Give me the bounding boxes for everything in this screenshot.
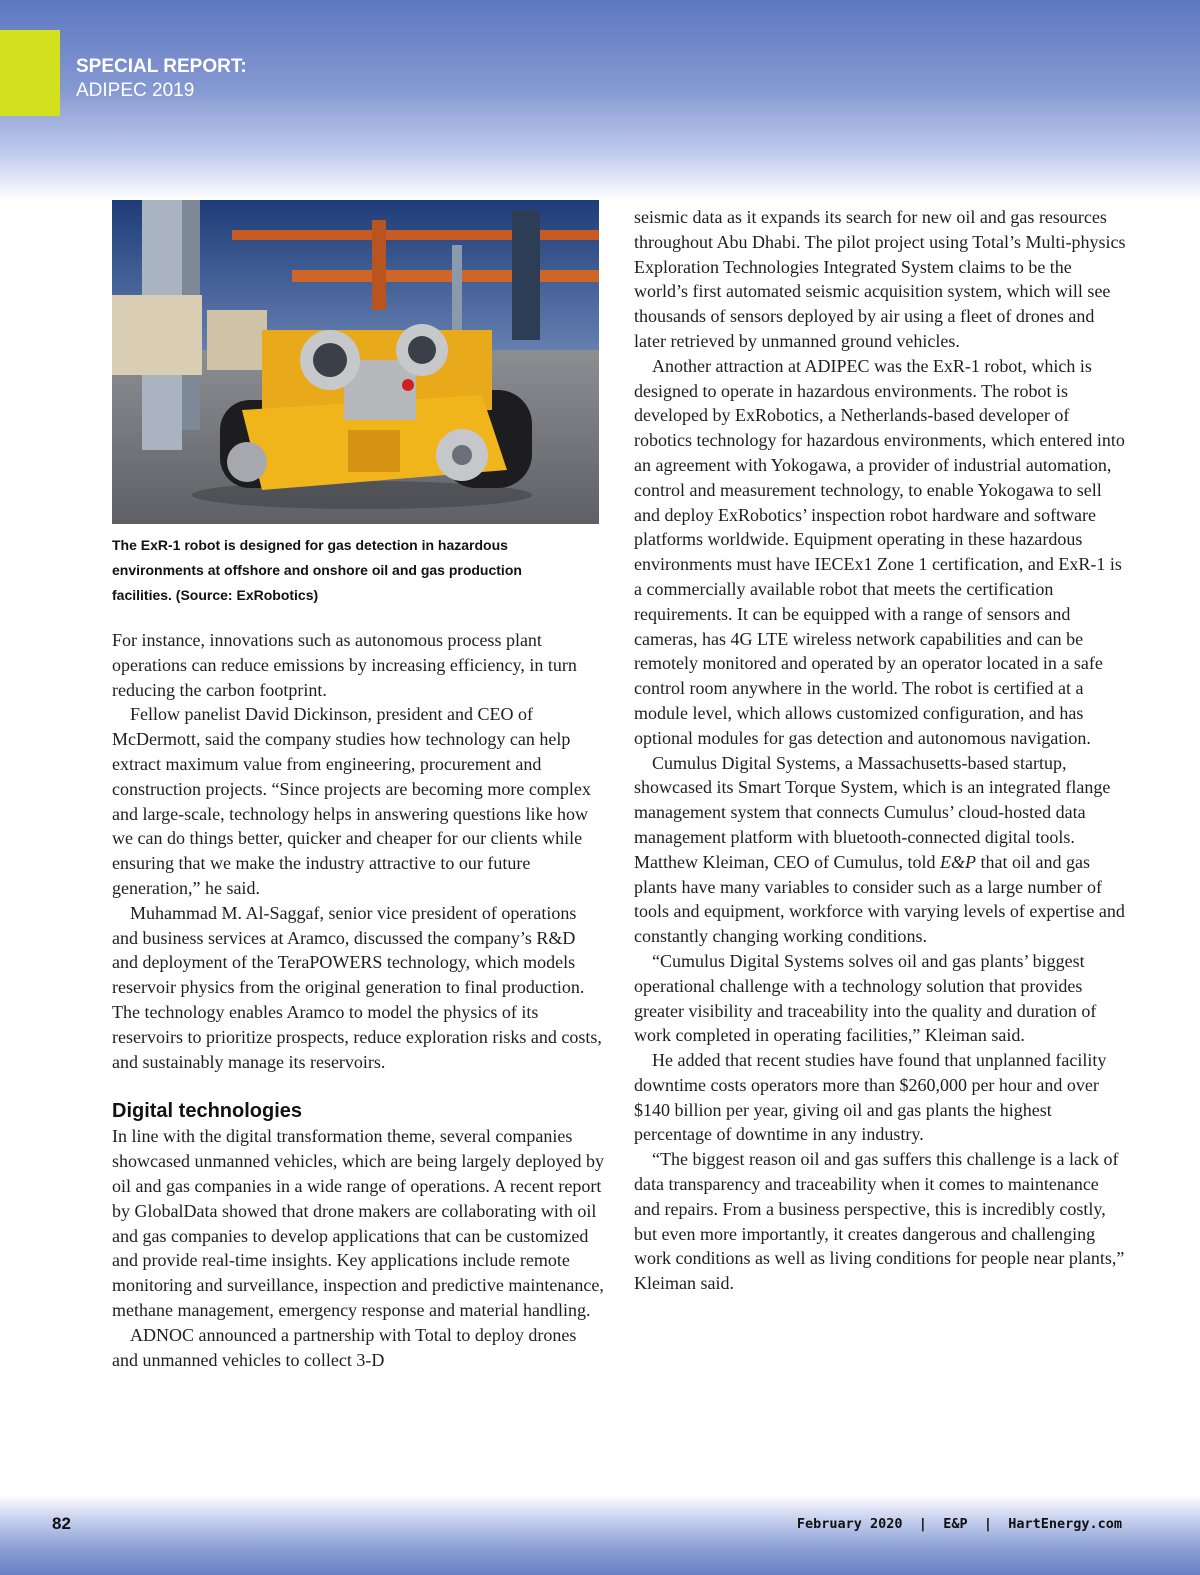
special-report-label: SPECIAL REPORT: — [76, 56, 247, 77]
spacer — [112, 1074, 604, 1098]
text-run: that oil and gas plants have many variables to consider such as a large number of tools and equipment, workforce with varying levels of expertise and constantly changing working conditions. — [634, 851, 1125, 947]
paragraph: He added that recent studies have found that unplanned facility downtime costs operators more than $260,000 per hour and over $140 billion per year, giving oil and gas plants the highest percentage of downtime in any industry. — [634, 1050, 1107, 1145]
paragraph: In line with the digital transformation theme, several companies showcased unmanned vehicles, which are being largely deployed by oil and gas companies in a wide range of operations. A recent report by GlobalData showed that drone makers are collaborating with oil and gas companies to develop applications that can be customized and provide real-time insights. Key applications include remote monitoring and surveillance, inspection and predictive maintenance, methane management, emergency response and material handling. — [112, 1126, 605, 1320]
page-number: 82 — [52, 1514, 71, 1533]
footer-issue-info: February 2020 | E&P | HartEnergy.com — [796, 1516, 1122, 1532]
robot-photo-illustration — [112, 200, 599, 524]
section-accent-block — [0, 30, 60, 116]
paragraph: Muhammad M. Al-Saggaf, senior vice president of operations and business services at Aramco, discussed the company’s R&D and deployment of the TeraPOWERS technology, which models reservoir physics from the original generation to final production. The technology enables Aramco to model the physics of its reservoirs to prioritize prospects, reduce exploration risks and costs, and sustainably manage its reservoirs. — [112, 902, 602, 1072]
robot-photo — [112, 200, 599, 524]
paragraph: “The biggest reason oil and gas suffers this challenge is a lack of data transparency and traceability when it comes to maintenance and repairs. From a business perspective, this is incredibly costly, but even more importantly, it creates dangerous and challenging work conditions as well as living conditions for people near plants,” Kleiman said. — [634, 1149, 1125, 1294]
caption-line: The ExR-1 robot is designed for gas detection in hazardous — [112, 537, 508, 553]
caption-line: facilities. (Source: ExRobotics) — [112, 586, 319, 603]
footer-gradient-band — [0, 1495, 1200, 1575]
paragraph: ADNOC announced a partnership with Total to deploy drones and unmanned vehicles to collect 3-D — [112, 1324, 577, 1370]
photo-caption — [112, 533, 602, 607]
paragraph: seismic data as it expands its search for new oil and gas resources throughout Abu Dhabi. The pilot project using Total’s Multi-physics Exploration Technologies Integrated System claims to be the world’s first automated seismic acquisition system, which will see thousands of sensors deployed by air using a fleet of drones and later retrieved by unmanned ground vehicles. — [634, 207, 1126, 351]
text-run: Cumulus Digital Systems, a Massachusetts-based startup, showcased its Smart Torque System, which is an integrated flange management system that connects Cumulus’ cloud-hosted data management platform with bluetooth-connected digital tools. Matthew Kleiman, CEO of Cumulus, told — [634, 752, 1111, 872]
left-column — [112, 628, 604, 1372]
paragraph: Another attraction at ADIPEC was the ExR-1 robot, which is designed to operate in hazardous environments. The robot is developed by ExRobotics, a Netherlands-based developer of robotics technology for hazardous environments, which entered into an agreement with Yokogawa, a provider of industrial automation, control and measurement technology, to enable Yokogawa to sell and deploy ExRobotics’ inspection robot hardware and software platforms worldwide. Equipment operating in these hazardous environments must have IECEx1 Zone 1 certification, and ExR-1 is a commercially available robot that meets the certification requirements. It can be equipped with a range of sensors and cameras, has 4G LTE wireless network capabilities and can be remotely monitored and operated by an operator located in a safe control room anywhere in the world. The robot is certified at a module level, which allows customized configuration, and has optional modules for gas detection and autonomous navigation. — [634, 355, 1125, 748]
right-column — [634, 205, 1126, 1296]
publication-name: E&P — [939, 851, 976, 872]
paragraph: “Cumulus Digital Systems solves oil and gas plants’ biggest operational challenge with a technology solution that provides greater visibility and traceability into the quality and duration of work completed in operating facilities,” Kleiman said. — [634, 950, 1097, 1046]
event-label: ADIPEC 2019 — [76, 80, 195, 101]
paragraph: For instance, innovations such as autonomous process plant operations can reduce emissions by increasing efficiency, in turn reducing the carbon footprint. — [112, 630, 577, 700]
section-heading: Digital technologies — [112, 1100, 303, 1123]
paragraph: Fellow panelist David Dickinson, president and CEO of McDermott, said the company studies how technology can help extract maximum value from engineering, procurement and construction projects. “Since projects are becoming more complex and large-scale, technology helps in answering questions like how we can do things better, quicker and cheaper for our clients while ensuring that we make the industry attractive to our future generation,” he said. — [112, 704, 591, 898]
paragraph — [634, 751, 1126, 949]
caption-line: environments at offshore and onshore oil and gas production — [112, 561, 522, 578]
